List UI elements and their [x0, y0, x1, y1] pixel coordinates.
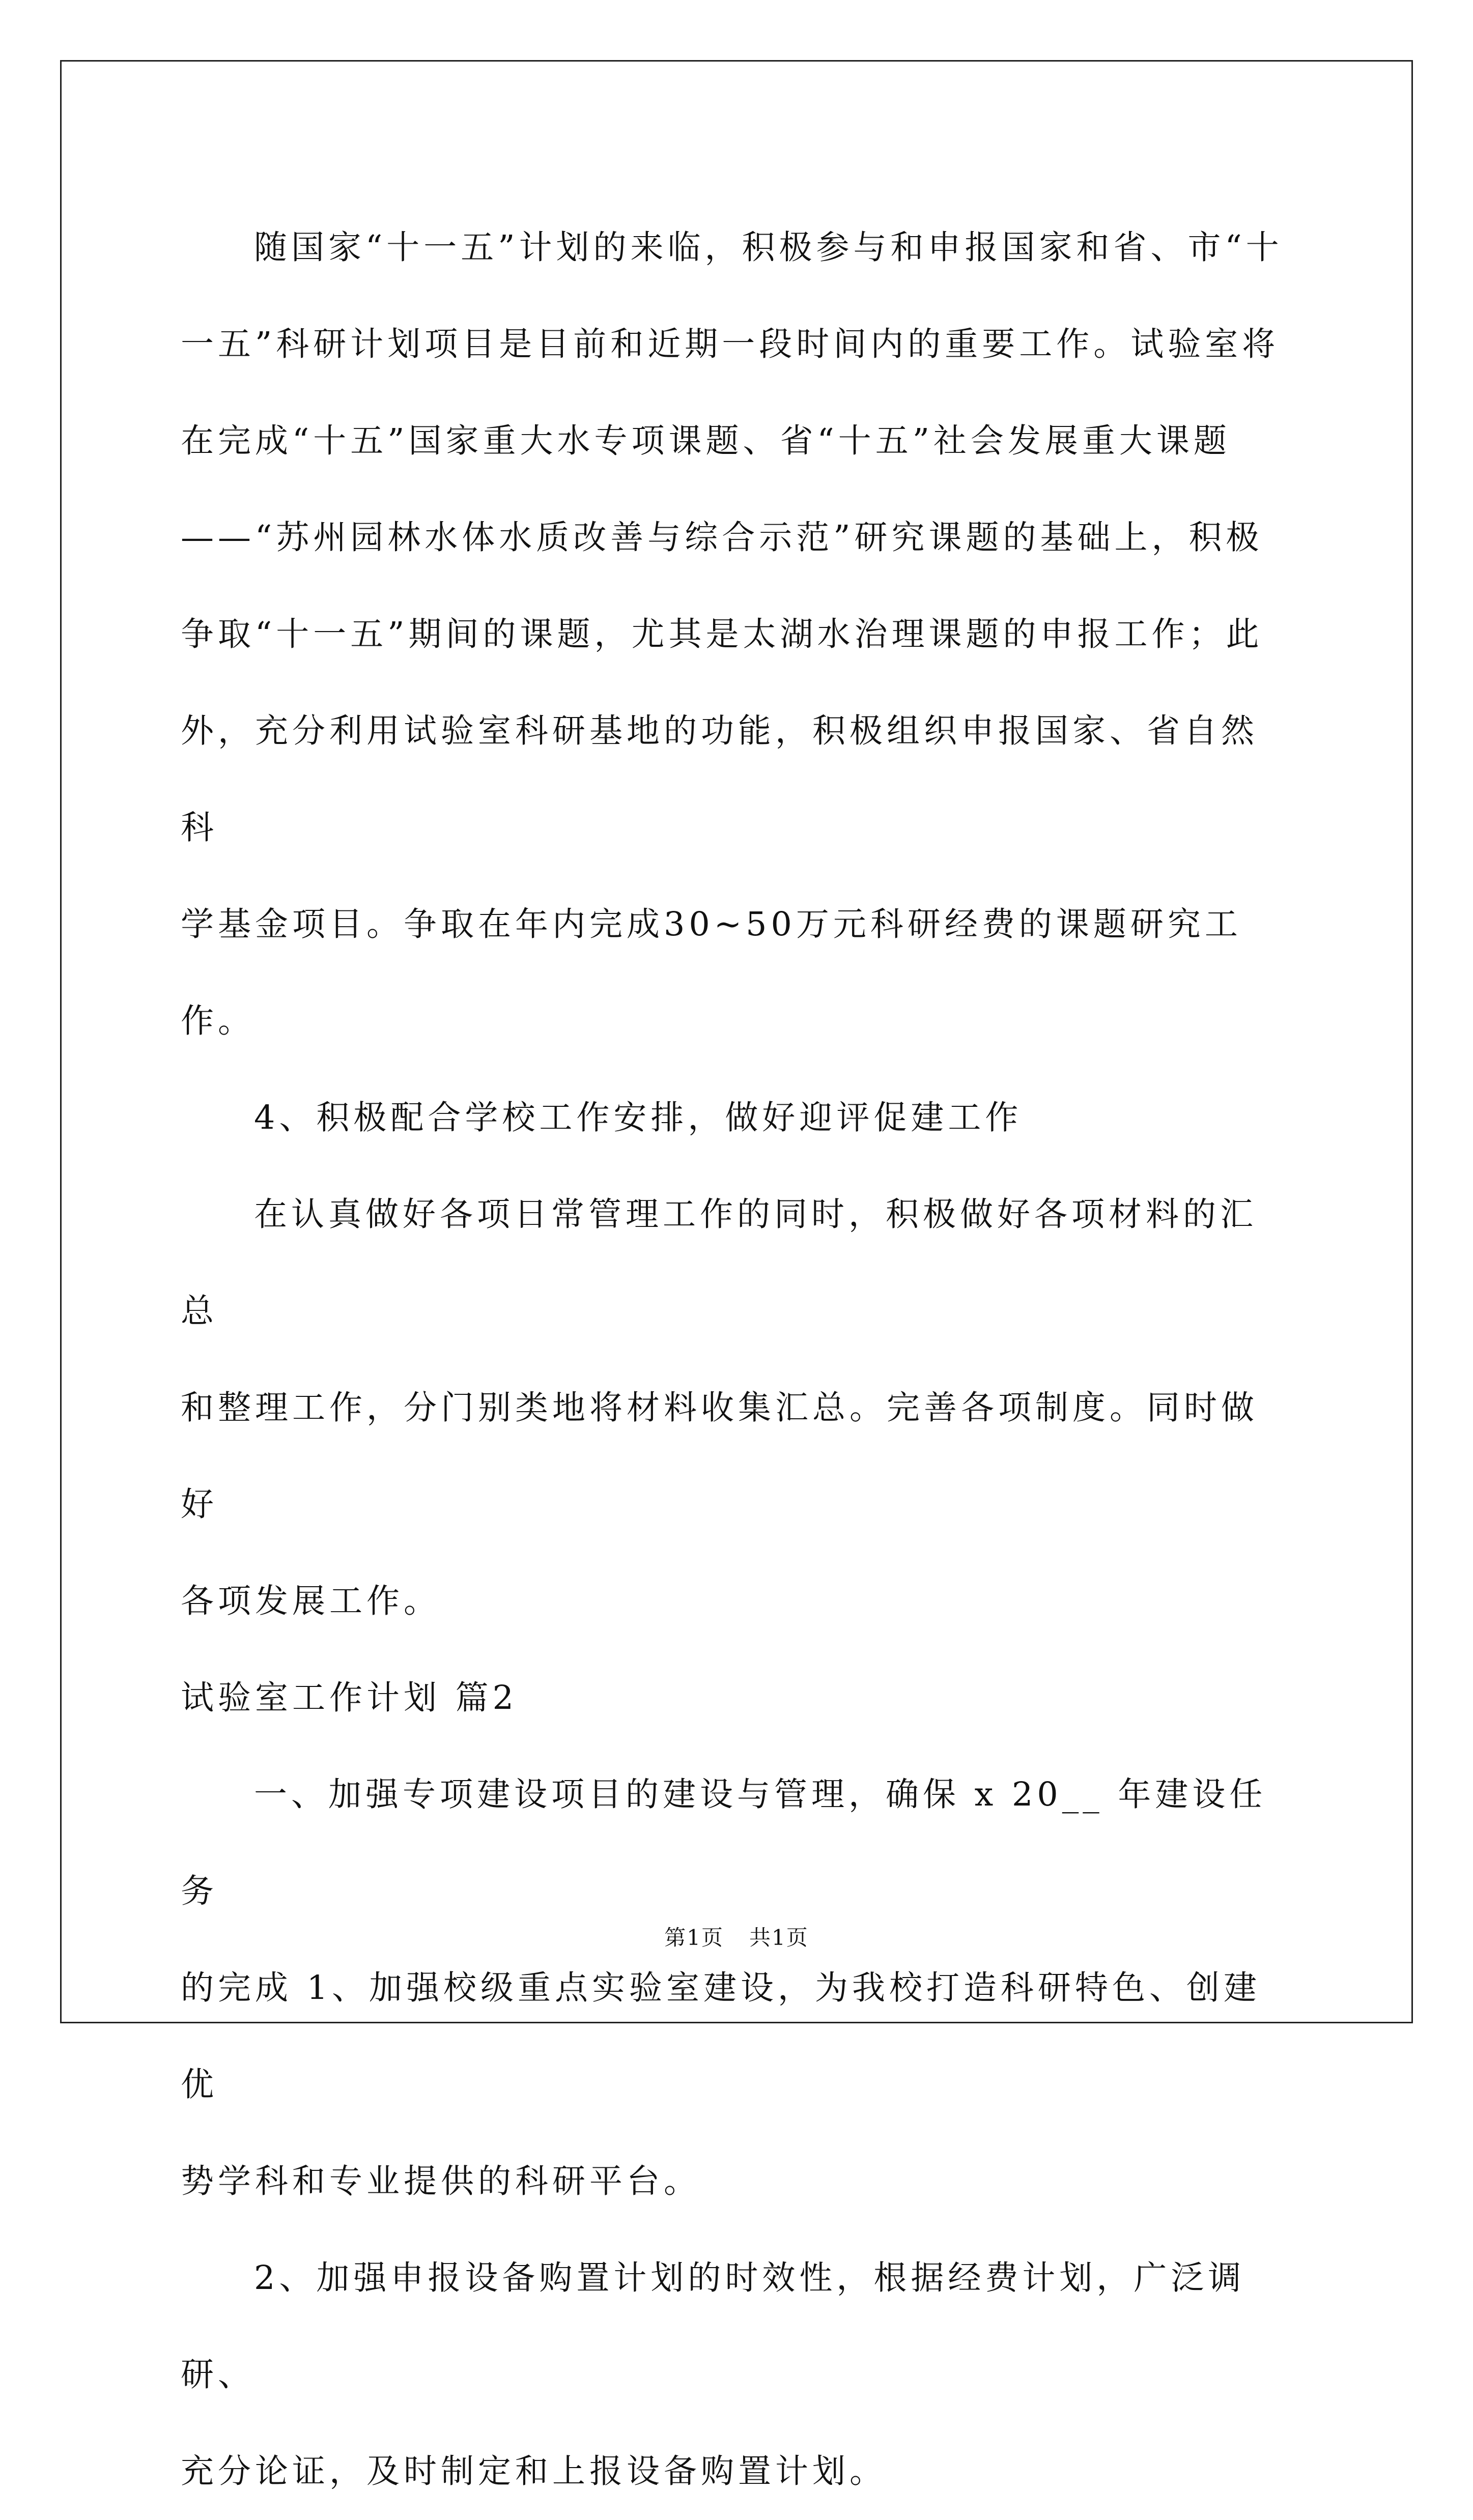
- text-line: 在认真做好各项日常管理工作的同时，积极做好各项材料的汇总: [181, 1195, 1258, 1330]
- text-line: 外，充分利用试验室科研基地的功能，积极组织申报国家、省自然科: [181, 712, 1259, 847]
- text-line: 学基金项目。争取在年内完成30~50万元科研经费的课题研究工作。: [181, 905, 1242, 1040]
- paragraph: [181, 1166, 1290, 1650]
- text-line: 各项发展工作。: [181, 1582, 441, 1620]
- document-body: [181, 199, 1290, 2520]
- text-line: 充分论证，及时制定和上报设备购置计划。: [181, 2452, 887, 2490]
- text-line: 一五”科研计划项目是目前和近期一段时间内的重要工作。试验室将: [181, 325, 1280, 363]
- paragraph: [181, 1746, 1290, 2230]
- text-line: 2、加强申报设备购置计划的时效性，根据经费计划，广泛调研、: [181, 2259, 1245, 2394]
- page-footer: [0, 1921, 1473, 1952]
- paragraph: [181, 199, 1290, 1070]
- paragraph: [181, 1650, 1290, 1746]
- text-line: 一、加强专项建设项目的建设与管理，确保 x 20__ 年建设任务: [181, 1776, 1267, 1910]
- section-heading: 4、积极配合学校工作安排，做好迎评促建工作: [254, 1099, 1023, 1137]
- article-title: 试验室工作计划 篇2: [181, 1679, 518, 1717]
- text-line: 势学科和专业提供的科研平台。: [181, 2162, 701, 2200]
- page-total: 共1页: [749, 1925, 809, 1950]
- text-line: 随国家“十一五”计划的来临，积极参与和申报国家和省、市“十: [254, 228, 1283, 267]
- text-line: 的完成 1、加强校级重点实验室建设，为我校打造科研特色、创建优: [181, 1969, 1261, 2104]
- text-line: 争取“十一五”期间的课题，尤其是太湖水治理课题的申报工作；此: [181, 615, 1263, 653]
- text-line: 在完成“十五”国家重大水专项课题、省“十五”社会发展重大课题: [181, 422, 1231, 460]
- text-line: ——“苏州园林水体水质改善与综合示范”研究课题的基础上，积极: [181, 519, 1263, 557]
- page-number: 第1页: [664, 1925, 724, 1950]
- paragraph: [181, 2230, 1290, 2520]
- paragraph: [181, 1070, 1290, 1166]
- text-line: 和整理工作，分门别类地将材料收集汇总。完善各项制度。同时做好: [181, 1389, 1259, 1524]
